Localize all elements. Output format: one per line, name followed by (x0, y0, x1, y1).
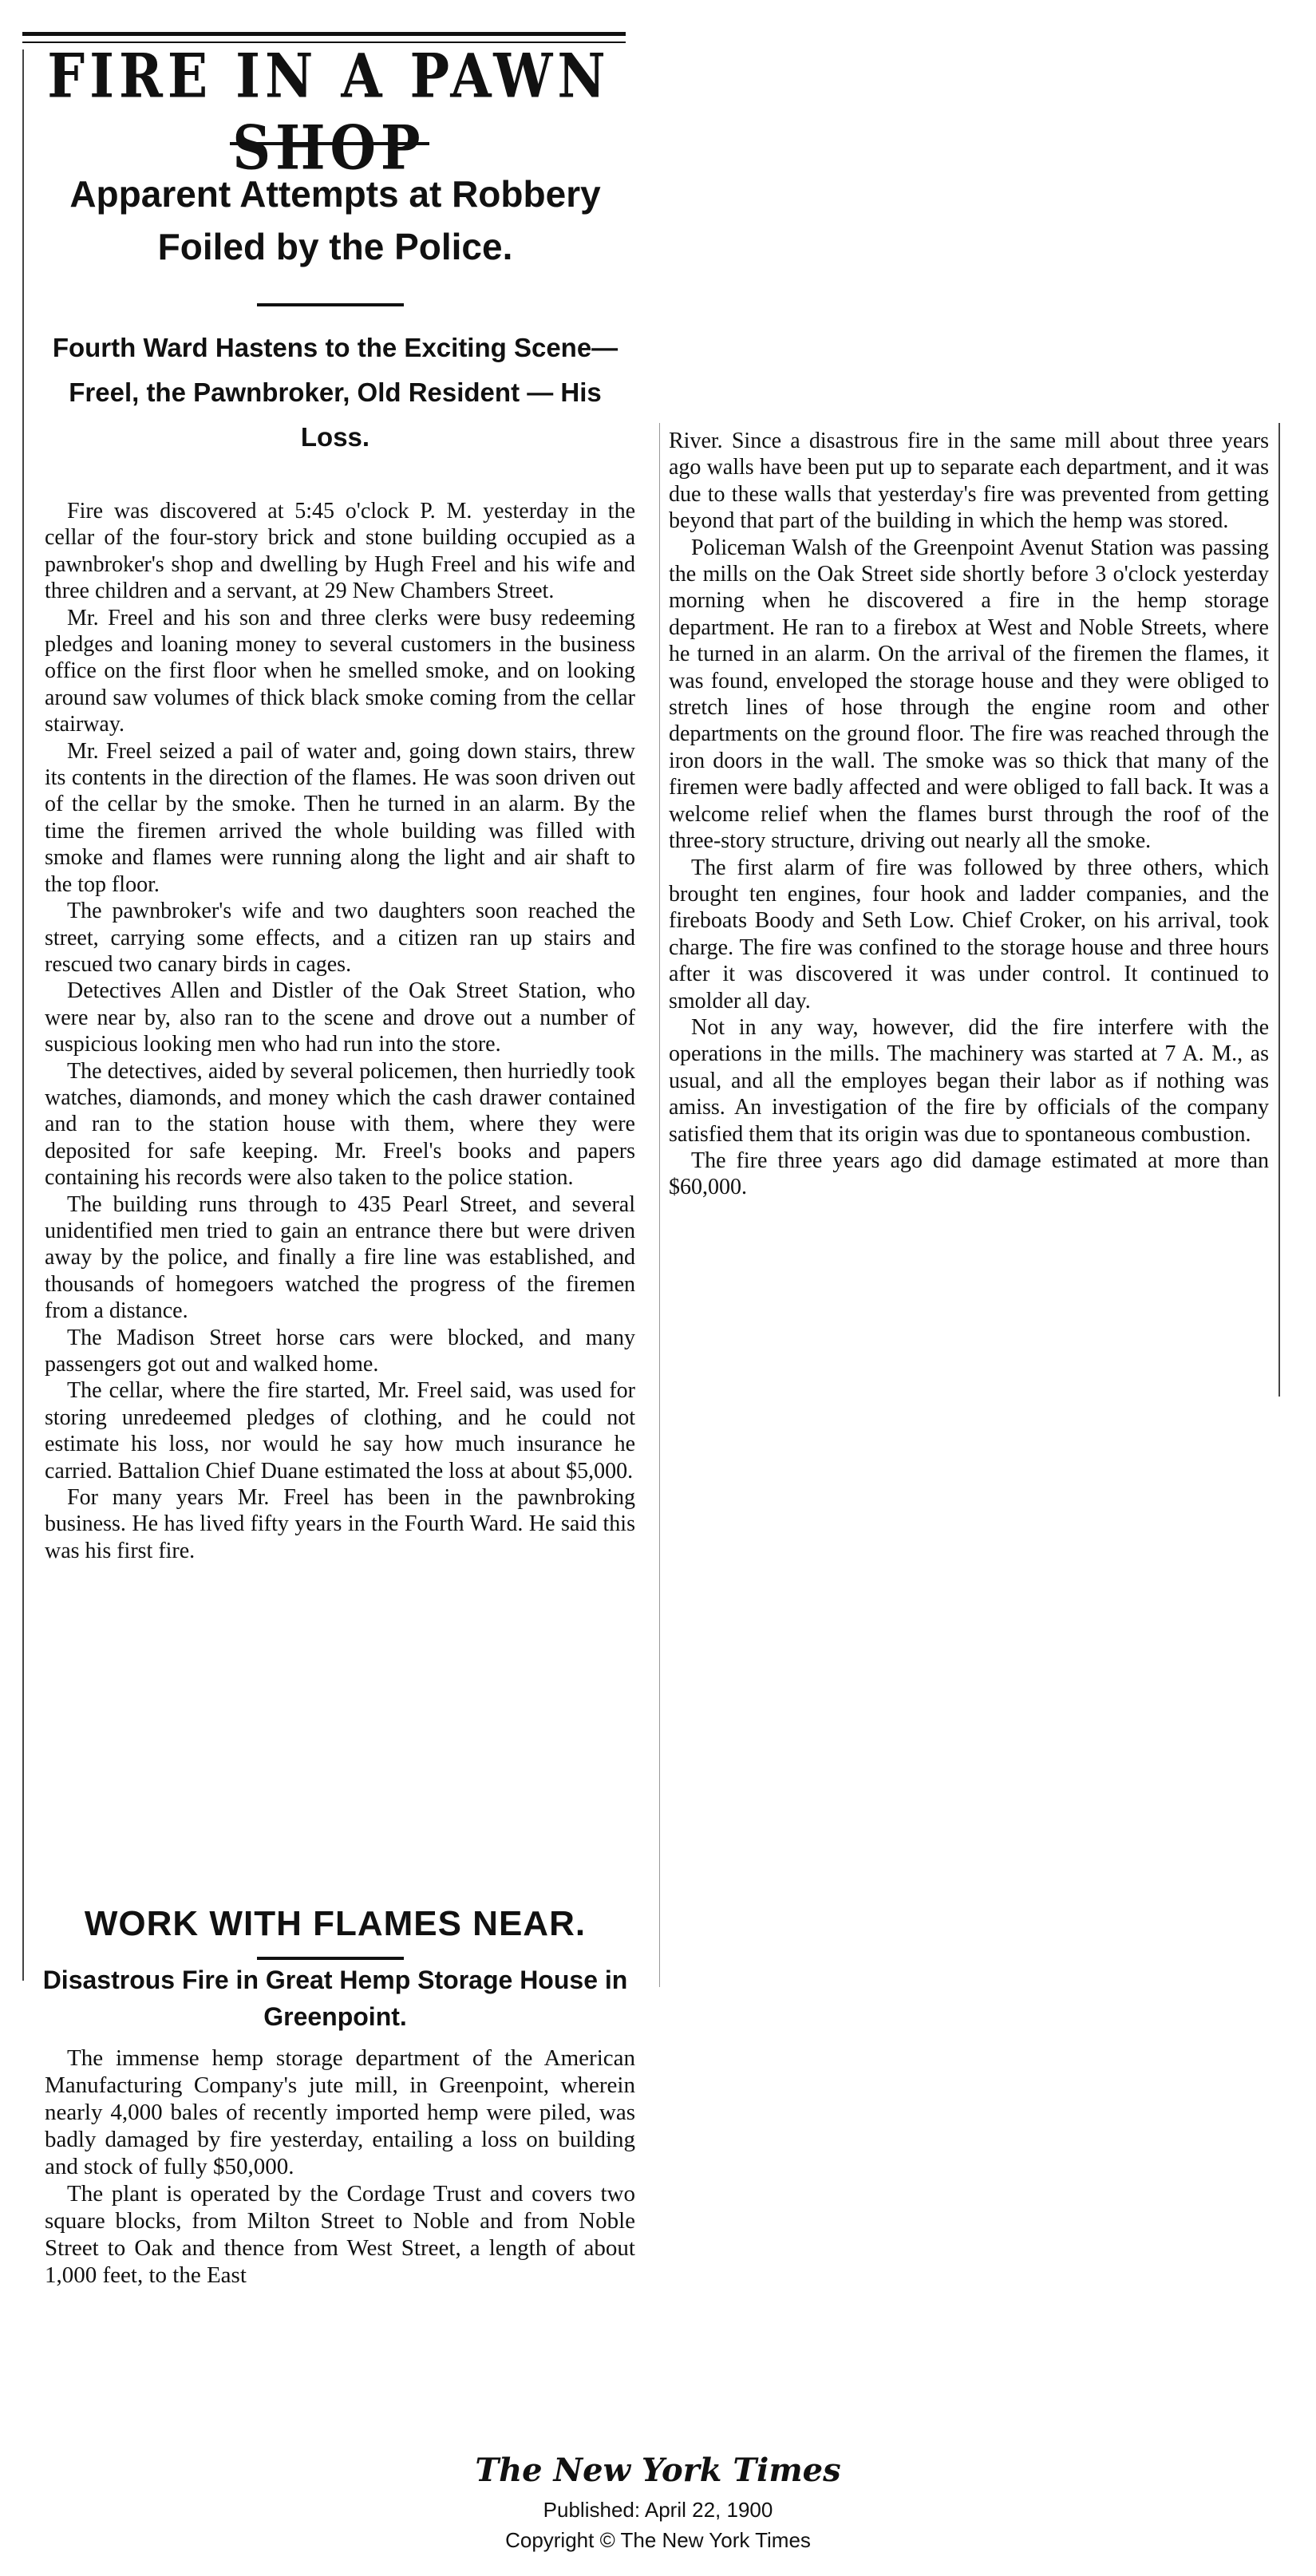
paragraph: The pawnbroker's wife and two daughters soon reached the street, carrying some effects, and a citizen ran up stairs and rescued two canary birds in cages. (45, 899, 635, 977)
paragraph: Mr. Freel seized a pail of water and, going down stairs, threw its contents in the direction of the flames. He was soon driven out of the cellar by the smoke. Then he turned in an alarm. By the time the firemen arrived the whole building was filled with smoke and flames were running along the light and air shaft to the top floor. (45, 738, 635, 897)
paragraph: Policeman Walsh of the Greenpoint Avenut Station was passing the mills on the Oak Street side shortly before 3 o'clock yesterday morning when he discovered a fire in the hemp storage department. He ran to a firebox at West and Noble Streets, where he turned in an alarm. On the arrival of the firemen the flames, it was found, enveloped the storage house and they were obliged to stretch lines of hose through the engine room and other departments on the ground floor. The fire was reached through the iron doors in the wall. The smoke was so thick that many of the firemen were badly affected and were obliged to fall back. It was a welcome relief when the flames burst through the roof of the three-story structure, driving out nearly all the smoke. (669, 535, 1269, 854)
paragraph: Fire was discovered at 5:45 o'clock P. M. yesterday in the cellar of the four-story brick and stone building occupied as a pawnbroker's shop and dwelling by Hugh Freel and his wife and three children and a servant, at 29 New Chambers Street. (45, 499, 635, 604)
paragraph: The Madison Street horse cars were blocked, and many passengers got out and walked home. (45, 1325, 635, 1377)
left-column-rule (22, 49, 24, 1981)
top-rule (22, 32, 626, 36)
paragraph: The immense hemp storage department of the American Manufacturing Company's jute mill, in Greenpoint, wherein nearly 4,000 bales of recently imported hemp were piled, was badly damaged by fire yesterday, entailing a loss on building and stock of fully $50,000. (45, 2045, 635, 2179)
subhead-rule (257, 303, 404, 306)
article2-rule (257, 1957, 404, 1960)
paragraph: Detectives Allen and Distler of the Oak Street Station, who were near by, also ran to the scene and drove out a number of suspicious looking men who had run into the store. (45, 978, 635, 1057)
article1-body (45, 498, 635, 1564)
headline-rule (230, 142, 429, 145)
article2-subhead: Disastrous Fire in Great Hemp Storage House in Greenpoint. (42, 1966, 628, 2031)
article2-body-left (45, 2045, 635, 2289)
paragraph: The first alarm of fire was followed by three others, which brought ten engines, four hook and ladder companies, and the fireboats Boody and Seth Low. Chief Croker, on his arrival, took charge. The fire was confined to the storage house and three hours after it was discovered it was under control. It continued to smolder all day. (669, 855, 1269, 1013)
paragraph: The building runs through to 435 Pearl Street, and several unidentified men tried to gain an entrance there but were driven away by the police, and finally a fire line was established, and thousands of homegoers watched the progress of the firemen from a distance. (45, 1191, 635, 1324)
paragraph: Not in any way, however, did the fire interfere with the operations in the mills. The machinery was started at 7 A. M., as usual, and all the employes began their labor as if nothing was amiss. An investigation of the fire by officials of the company satisfied them that its origin was due to spontaneous combustion. (669, 1014, 1269, 1147)
paragraph: Mr. Freel and his son and three clerks were busy redeeming pledges and loaning money to several customers in the business office on the first floor when he smelled smoke, and on looking around saw volumes of thick black smoke coming from the cellar stairway. (45, 605, 635, 737)
article2-body-right (669, 428, 1269, 1201)
published-date: Published: April 22, 1900 (543, 2498, 773, 2522)
right-column-rule (1278, 423, 1280, 1397)
paragraph: The detectives, aided by several policemen, then hurriedly took watches, diamonds, and money which the cash drawer contained and ran to the station house with them, where they were deposited for safe keeping. Mr. Freel's books and papers containing his records were also taken to the police station. (45, 1058, 635, 1191)
article1-subhead: Apparent Attempts at Robbery Foiled by the Police. (69, 173, 601, 267)
nyt-masthead-logo: The New York Times (475, 2452, 841, 2489)
column-divider (659, 423, 660, 1987)
article2-headline: WORK WITH FLAMES NEAR. (84, 1904, 587, 1943)
paragraph: The fire three years ago did damage estimated at more than $60,000. (669, 1148, 1269, 1200)
article1-headline: FIRE IN A PAWN SHOP (47, 40, 611, 184)
copyright: Copyright © The New York Times (505, 2528, 811, 2552)
paragraph: The cellar, where the fire started, Mr. Freel said, was used for storing unredeemed pledges of clothing, and he could not estimate his loss, nor would he say how much insurance he carried. Battalion Chief Duane estimated the loss at about $5,000. (45, 1378, 635, 1484)
article1-deck: Fourth Ward Hastens to the Exciting Scene—Freel, the Pawnbroker, Old Resident — His Loss. (52, 333, 618, 452)
paragraph: The plant is operated by the Cordage Trust and covers two square blocks, from Milton Street to Noble and from Noble Street to Oak and thence from West Street, a length of about 1,000 feet, to the East (45, 2181, 635, 2288)
paragraph: River. Since a disastrous fire in the same mill about three years ago walls have been put up to separate each department, and it was due to these walls that yesterday's fire was prevented from getting beyond that part of the building in which the hemp was stored. (669, 429, 1269, 534)
paragraph: For many years Mr. Freel has been in the pawnbroking business. He has lived fifty years in the Fourth Ward. He said this was his first fire. (45, 1485, 635, 1563)
